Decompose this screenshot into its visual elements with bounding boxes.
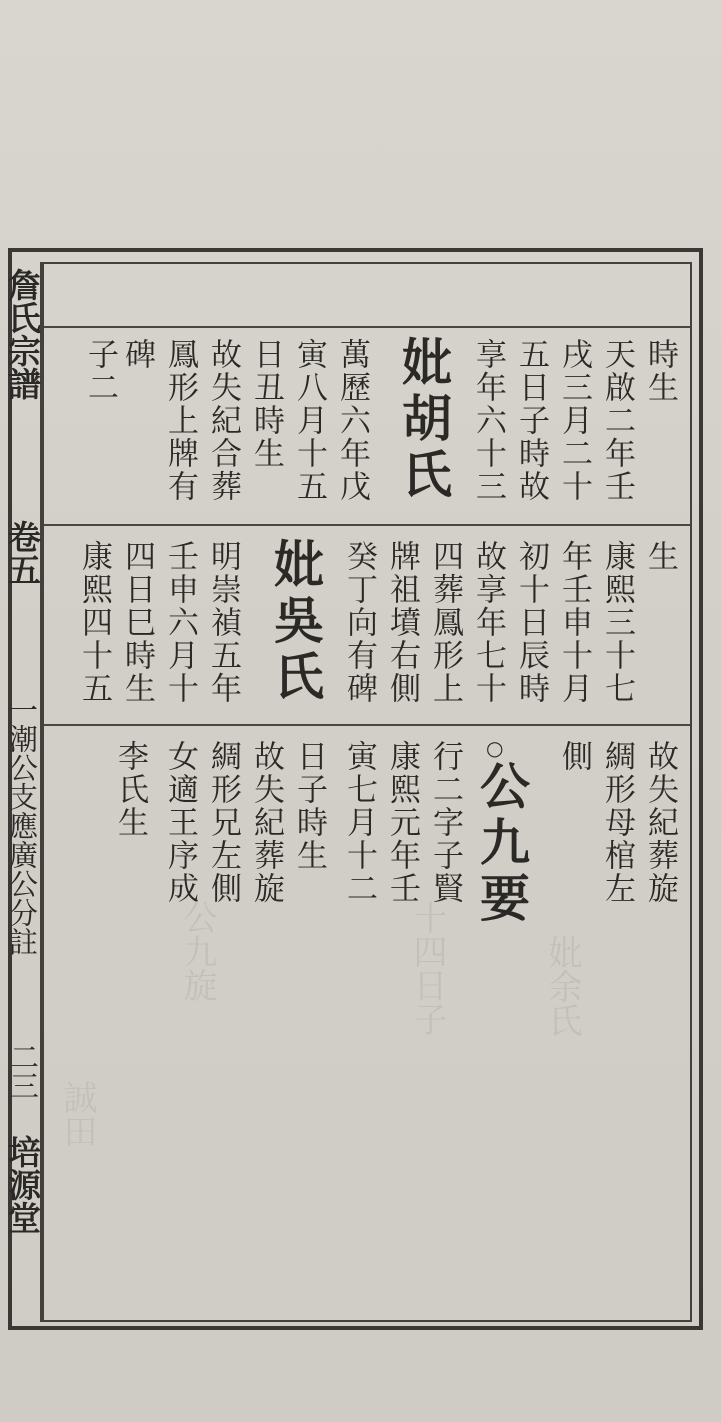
record-line: 戌三月二十	[556, 338, 592, 503]
record-line: 寅七月十二	[341, 740, 377, 905]
record-line: 康熙三十七	[599, 540, 635, 705]
wife-name: 妣吳氏	[266, 538, 325, 706]
record-line: 女適王序成	[162, 740, 198, 905]
record-line: 綢形兄左側	[205, 740, 241, 905]
record-line: 初十日辰時	[513, 540, 549, 705]
wife-name: 妣胡氏	[394, 336, 453, 504]
record-line: 日丑時生	[248, 338, 284, 470]
record-line: 天啟二年壬	[599, 338, 635, 503]
record-line: 牌祖墳右側	[384, 540, 420, 705]
record-line: 側	[556, 740, 592, 773]
record-line: 年壬申十月	[556, 540, 592, 705]
bleed-through: 誠田	[57, 1080, 97, 1148]
row-rule-2	[44, 724, 690, 726]
record-line: 癸丁向有碑	[341, 540, 377, 705]
record-line: 康熙四十五	[76, 540, 112, 705]
record-line: 子二	[82, 338, 118, 404]
record-line: 鳳形上牌有	[162, 338, 198, 503]
person-name: 公九要	[472, 760, 531, 928]
record-line: 故失紀合葬	[205, 338, 241, 503]
record-line: 時生	[642, 338, 678, 404]
bleed-through: 十四日子	[407, 900, 447, 1036]
record-line: 明崇禎五年	[205, 540, 241, 705]
record-line: 壬申六月十	[162, 540, 198, 705]
branch-label: 一潮公支應廣公分註	[5, 695, 39, 956]
record-line: 四日巳時生	[119, 540, 155, 705]
record-line: 五日子時故	[513, 338, 549, 503]
volume-label: 卷五	[3, 520, 42, 586]
record-line: 生	[642, 540, 678, 573]
record-line: 碑	[119, 338, 155, 371]
record-line: 綢形母棺左	[599, 740, 635, 905]
row-rule-top	[44, 326, 690, 328]
record-line: 故失紀葬旋	[248, 740, 284, 905]
bleed-through: 妣余氏	[542, 935, 582, 1037]
record-line: 萬歷六年戊	[334, 338, 370, 503]
record-line: 日子時生	[291, 740, 327, 872]
record-line: 康熙元年壬	[384, 740, 420, 905]
page-number: 二三	[6, 1042, 40, 1100]
record-line: 李氏生	[112, 740, 148, 839]
genealogy-title: 詹氏宗譜	[3, 268, 42, 400]
record-line: 四葬鳳形上	[427, 540, 463, 705]
record-line: 寅八月十五	[291, 338, 327, 503]
record-line: 享年六十三	[470, 338, 506, 503]
hall-name: 培源堂	[3, 1135, 42, 1234]
row-rule-1	[44, 524, 690, 526]
circle-marker-icon: ○	[486, 736, 504, 760]
record-line: 行二字子賢	[427, 740, 463, 905]
record-line: 故享年七十	[470, 540, 506, 705]
bleed-through: 公九旋	[177, 900, 217, 1002]
record-line: 故失紀葬旋	[642, 740, 678, 905]
